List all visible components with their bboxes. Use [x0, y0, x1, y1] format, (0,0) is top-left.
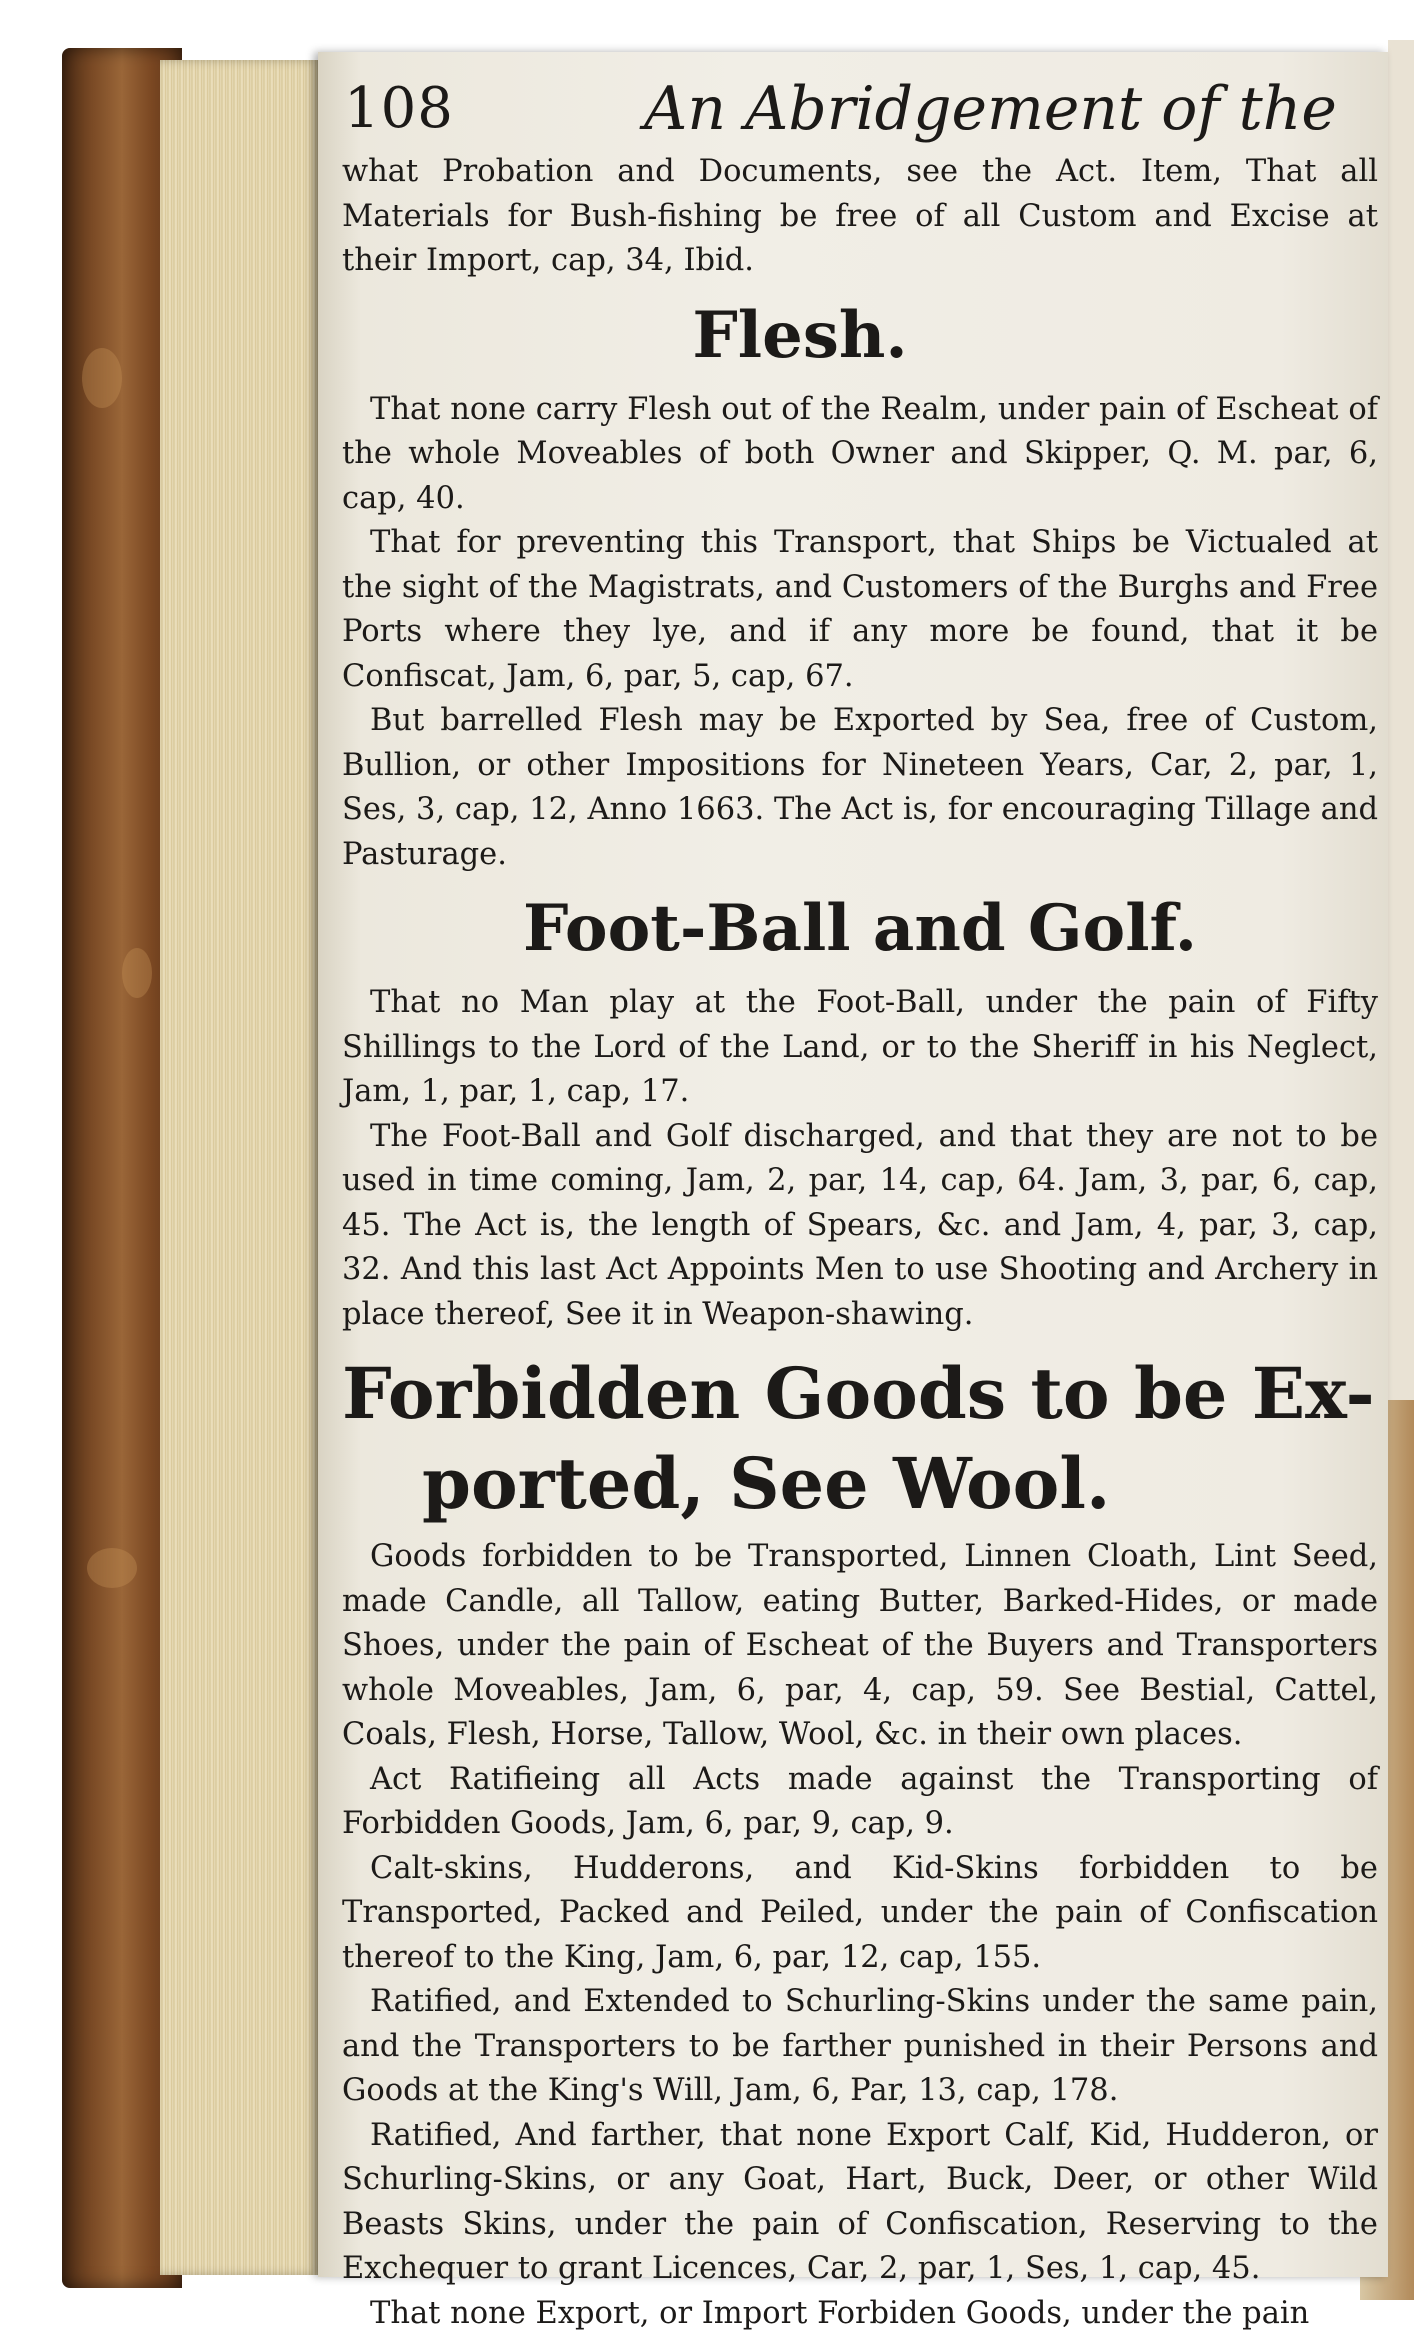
paragraph: But barrelled Flesh may be Exported by Sea, free of Custom, Bullion, or other Impositions for Nineteen Years, Car, 2, par, 1, Ses, 3, cap, 12, Anno 1663. The Act is, for encouraging Tillage and Pasturage.: [342, 699, 1378, 877]
paragraph: That for preventing this Transport, that Ships be Victualed at the sight of the Magistrats, and Customers of the Burghs and Free Ports where they lye, and if any more be found, that it be Confiscat, Jam, 6, par, 5, cap, 67.: [342, 521, 1378, 699]
section-heading-foot-ball-and-golf: Foot-Ball and Golf.: [342, 877, 1378, 981]
running-head: An Abridgement of the: [644, 74, 1337, 144]
paragraph: The Foot-Ball and Golf discharged, and that they are not to be used in time coming, Jam, 2, par, 14, cap, 64. Jam, 3, par, 6, cap, 45. The Act is, the length of Spears, &c. and Jam, 4, par, 3, cap, 32. And this last Act Appoints Men to use Shooting and Archery in place thereof, See it in Weapon-shawing.: [342, 1115, 1378, 1338]
page-body: [342, 150, 1378, 2336]
paragraph: Act Ratifieing all Acts made against the Transporting of Forbidden Goods, Jam, 6, par, 9, cap, 9.: [342, 1758, 1378, 1847]
heading-line-1: Forbidden Goods to be Ex-: [342, 1352, 1375, 1435]
paragraph: Ratified, and Extended to Schurling-Skins under the same pain, and the Transporters to be farther punished in their Persons and Goods at the King's Will, Jam, 6, Par, 13, cap, 178.: [342, 1980, 1378, 2114]
book-page: [318, 52, 1388, 2277]
paragraph: That no Man play at the Foot-Ball, under the pain of Fifty Shillings to the Lord of the Land, or to the Sheriff in his Neglect, Jam, 1, par, 1, cap, 17.: [342, 981, 1378, 1115]
page-header: [344, 70, 1384, 160]
page-edges: [160, 60, 320, 2275]
right-cover-edge: [1388, 40, 1414, 1400]
page-number: 108: [344, 76, 454, 141]
paragraph: That none carry Flesh out of the Realm, under pain of Escheat of the whole Moveables of both Owner and Skipper, Q. M. par, 6, cap, 40.: [342, 388, 1378, 522]
paragraph: Goods forbidden to be Transported, Linnen Cloath, Lint Seed, made Candle, all Tallow, eating Butter, Barked-Hides, or made Shoes, under the pain of Escheat of the Buyers and Transporters whole Moveables, Jam, 6, par, 4, cap, 59. See Bestial, Cattel, Coals, Flesh, Horse, Tallow, Wool, &c. in their own places.: [342, 1535, 1378, 1758]
section-heading-forbidden-goods: [342, 1337, 1378, 1535]
heading-line-2: ported, See Wool.: [342, 1439, 1378, 1529]
paragraph: Ratified, And farther, that none Export Calf, Kid, Hudderon, or Schurling-Skins, or any Goat, Hart, Buck, Deer, or other Wild Beasts Skins, under the pain of Confiscation, Reserving to the Exchequer to grant Licences, Car, 2, par, 1, Ses, 1, cap, 45.: [342, 2114, 1378, 2292]
paragraph: That none Export, or Import Forbiden Goods, under the pain: [342, 2292, 1378, 2336]
section-heading-flesh: Flesh.: [222, 284, 1378, 388]
intro-paragraph: what Probation and Documents, see the Act. Item, That all Materials for Bush-fishing be free of all Custom and Excise at their Import, cap, 34, Ibid.: [342, 150, 1378, 284]
paragraph: Calt-skins, Hudderons, and Kid-Skins forbidden to be Transported, Packed and Peiled, under the pain of Confiscation thereof to the King, Jam, 6, par, 12, cap, 155.: [342, 1847, 1378, 1981]
